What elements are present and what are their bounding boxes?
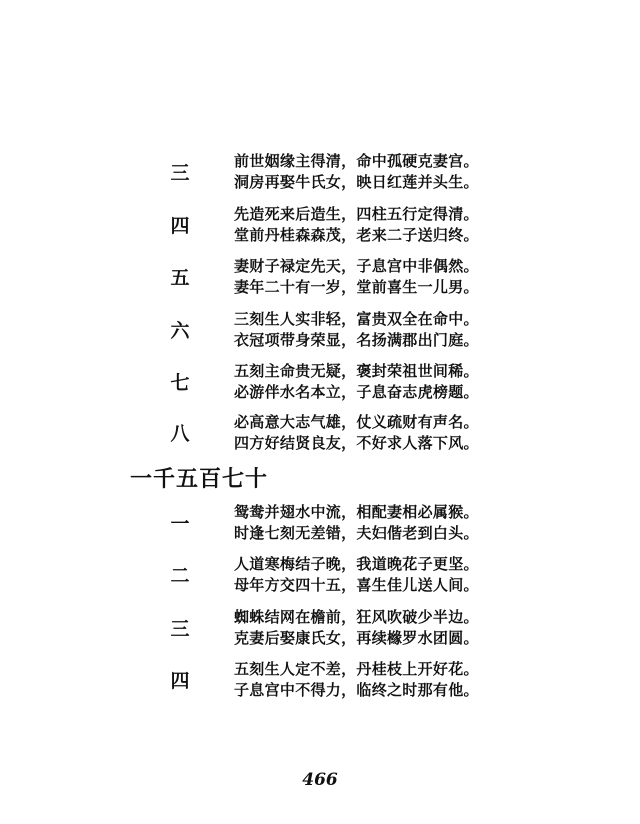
verse-entry bbox=[0, 362, 640, 406]
verse-line: 必游伴水名本立，子息奋志虎榜题。 bbox=[234, 383, 479, 401]
verse-line: 先造死来后造生，四柱五行定得清。 bbox=[234, 205, 479, 223]
verse-entry bbox=[0, 257, 640, 301]
verse-line: 蜘蛛结网在檐前，狂风吹破少半边。 bbox=[234, 608, 479, 626]
verse-entry bbox=[0, 152, 640, 196]
verse-entry bbox=[0, 503, 640, 547]
verse-line: 子息宫中不得力，临终之时那有他。 bbox=[234, 681, 479, 699]
verse-entry bbox=[0, 310, 640, 354]
verse-entry bbox=[0, 205, 640, 249]
verse-line: 五刻主命贵无疑，褒封荣祖世间稀。 bbox=[234, 362, 479, 380]
verse-number: 七 bbox=[170, 372, 190, 394]
verse-entry bbox=[0, 555, 640, 599]
verse-line: 前世姻缘主得清，命中孤硬克妻宫。 bbox=[234, 152, 479, 170]
verse-line: 妻年二十有一岁，堂前喜生一儿男。 bbox=[234, 278, 479, 296]
verse-number: 一 bbox=[170, 513, 190, 535]
verse-number: 四 bbox=[170, 670, 190, 692]
verse-line: 克妻后娶康氏女，再续橼罗水团圆。 bbox=[234, 629, 479, 647]
verse-line: 妻财子禄定先天，子息宫中非偶然。 bbox=[234, 257, 479, 275]
verse-line: 堂前丹桂森森茂，老来二子送归终。 bbox=[234, 226, 479, 244]
verse-entry bbox=[0, 413, 640, 457]
verse-entry bbox=[0, 608, 640, 652]
verse-line: 洞房再娶牛氏女，映日红莲并头生。 bbox=[234, 173, 479, 191]
verse-line: 衣冠项带身荣显，名扬满郡出门庭。 bbox=[234, 331, 479, 349]
verse-line: 四方好结贤良友，不好求人落下风。 bbox=[234, 434, 479, 452]
page-number: 466 bbox=[302, 770, 338, 790]
verse-number: 五 bbox=[170, 267, 190, 289]
verse-entry bbox=[0, 660, 640, 704]
verse-number: 三 bbox=[170, 618, 190, 640]
section-heading: 一千五百七十 bbox=[130, 466, 269, 492]
verse-line: 三刻生人实非轻，富贵双全在命中。 bbox=[234, 310, 479, 328]
verse-line: 必高意大志气雄，仗义疏财有声名。 bbox=[234, 413, 479, 431]
verse-line: 五刻生人定不差，丹桂枝上开好花。 bbox=[234, 660, 479, 678]
verse-number: 八 bbox=[170, 423, 190, 445]
verse-number: 四 bbox=[170, 215, 190, 237]
verse-line: 人道寒梅结子晚，我道晚花子更坚。 bbox=[234, 555, 479, 573]
verse-line: 母年方交四十五，喜生佳儿送人间。 bbox=[234, 576, 479, 594]
verse-number: 六 bbox=[170, 320, 190, 342]
verse-line: 鸳鸯并翅水中流，相配妻相必属猴。 bbox=[234, 503, 479, 521]
verse-number: 三 bbox=[170, 162, 190, 184]
verse-number: 二 bbox=[170, 565, 190, 587]
verse-line: 时逢七刻无差错，夫妇偕老到白头。 bbox=[234, 524, 479, 542]
